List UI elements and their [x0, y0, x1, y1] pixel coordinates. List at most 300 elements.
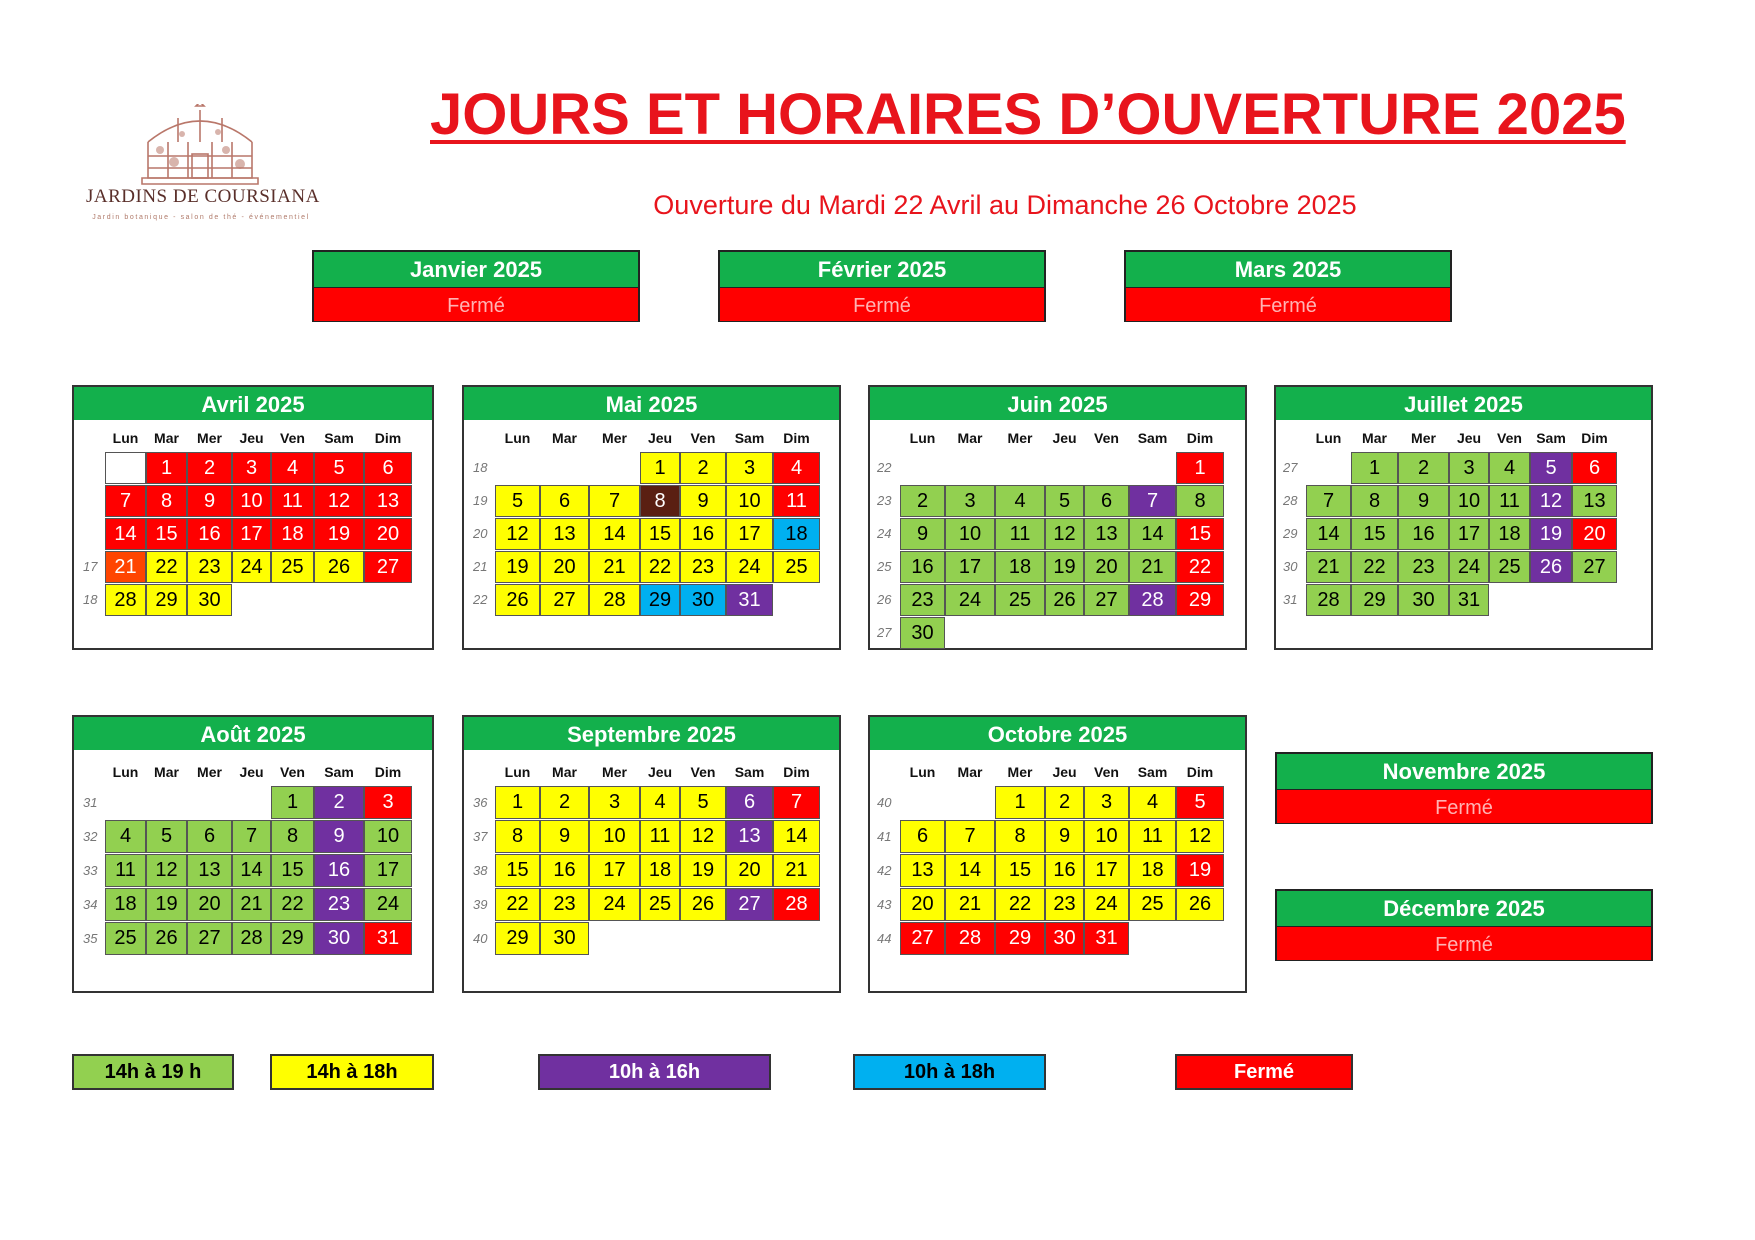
- day-cell: 13: [1084, 518, 1129, 550]
- day-name-jeu: Jeu: [647, 430, 673, 446]
- day-cell: 3: [1449, 452, 1489, 484]
- day-cell: 10: [945, 518, 995, 550]
- week-number: 21: [473, 559, 488, 574]
- legend-yellow: 14h à 18h: [270, 1054, 434, 1090]
- day-cell: 11: [640, 820, 680, 853]
- day-cell: 22: [146, 551, 187, 583]
- day-cell: 4: [773, 452, 820, 484]
- day-cell: 18: [995, 551, 1045, 583]
- day-cell: 21: [232, 888, 271, 921]
- day-cell: 22: [1351, 551, 1398, 583]
- day-cell: 7: [232, 820, 271, 853]
- day-cell: 9: [680, 485, 726, 517]
- day-cell: 14: [773, 820, 820, 853]
- day-cell: 15: [995, 854, 1045, 887]
- day-cell: 24: [1449, 551, 1489, 583]
- month-closed-janvier: [312, 250, 640, 322]
- month-title: Juillet 2025: [1276, 387, 1651, 420]
- day-cell: 10: [1449, 485, 1489, 517]
- day-cell: 26: [495, 584, 540, 616]
- week-number: 27: [1283, 460, 1298, 475]
- day-cell: 4: [640, 786, 680, 819]
- day-cell: 15: [271, 854, 314, 887]
- day-cell: 17: [1449, 518, 1489, 550]
- day-cell: 15: [146, 518, 187, 550]
- day-cell: 31: [1084, 922, 1129, 955]
- week-number: 27: [877, 625, 892, 640]
- day-cell: 1: [1351, 452, 1398, 484]
- day-name-sam: Sam: [1137, 430, 1168, 446]
- day-cell: 20: [1084, 551, 1129, 583]
- legend-green: 14h à 19 h: [72, 1054, 234, 1090]
- day-cell: 3: [726, 452, 773, 484]
- day-name-dim: Dim: [783, 764, 810, 780]
- day-cell: 12: [1530, 485, 1572, 517]
- day-cell: 14: [232, 854, 271, 887]
- week-number: 33: [83, 863, 98, 878]
- day-cell: 24: [945, 584, 995, 616]
- day-cell: 14: [589, 518, 640, 550]
- day-cell: 2: [540, 786, 589, 819]
- day-cell: 26: [314, 551, 364, 583]
- day-cell: 31: [364, 922, 412, 955]
- day-cell: 13: [540, 518, 589, 550]
- greenhouse-logo-icon: [138, 104, 262, 186]
- week-number: 44: [877, 931, 892, 946]
- day-cell: 18: [1489, 518, 1530, 550]
- day-cell: 17: [1084, 854, 1129, 887]
- week-number: 41: [877, 829, 892, 844]
- day-cell: 26: [1045, 584, 1084, 616]
- day-cell: 20: [900, 888, 945, 921]
- day-cell: 24: [232, 551, 271, 583]
- logo: [86, 104, 320, 234]
- month-title: Juin 2025: [870, 387, 1245, 420]
- day-cell: 2: [1398, 452, 1449, 484]
- week-number: 25: [877, 559, 892, 574]
- day-cell: 14: [1129, 518, 1176, 550]
- week-number: 29: [1283, 526, 1298, 541]
- week-number: 31: [83, 795, 98, 810]
- day-cell: 7: [589, 485, 640, 517]
- day-cell: 1: [640, 452, 680, 484]
- day-cell: 13: [364, 485, 412, 517]
- day-cell: 5: [1530, 452, 1572, 484]
- month-title: Janvier 2025: [314, 252, 638, 288]
- week-number: 35: [83, 931, 98, 946]
- week-number: 36: [473, 795, 488, 810]
- month-title: Avril 2025: [74, 387, 432, 420]
- day-cell: 30: [680, 584, 726, 616]
- day-cell: 7: [1129, 485, 1176, 517]
- week-number: 38: [473, 863, 488, 878]
- day-cell: 20: [187, 888, 232, 921]
- day-name-lun: Lun: [112, 764, 139, 780]
- day-name-mer: Mer: [602, 430, 627, 446]
- day-cell: 12: [146, 854, 187, 887]
- month-title: Février 2025: [720, 252, 1044, 288]
- month-closed-novembre: [1275, 752, 1653, 824]
- day-cell: 24: [1084, 888, 1129, 921]
- day-cell: 19: [495, 551, 540, 583]
- day-cell: 10: [364, 820, 412, 853]
- day-cell: 28: [1129, 584, 1176, 616]
- day-cell: 1: [495, 786, 540, 819]
- day-cell: 30: [540, 922, 589, 955]
- day-cell: 2: [187, 452, 232, 484]
- day-name-jeu: Jeu: [1456, 430, 1482, 446]
- day-cell: 17: [364, 854, 412, 887]
- day-cell: 8: [995, 820, 1045, 853]
- day-name-mar: Mar: [552, 430, 577, 446]
- day-cell: 25: [640, 888, 680, 921]
- month-status: Fermé: [720, 288, 1044, 321]
- day-cell: 21: [1306, 551, 1351, 583]
- legend-red: Fermé: [1175, 1054, 1353, 1090]
- day-cell: 28: [232, 922, 271, 955]
- day-cell: 21: [589, 551, 640, 583]
- day-cell: 18: [271, 518, 314, 550]
- day-cell: 12: [1045, 518, 1084, 550]
- day-cell: 27: [364, 551, 412, 583]
- day-cell: 25: [773, 551, 820, 583]
- day-cell: 11: [995, 518, 1045, 550]
- week-number: 30: [1283, 559, 1298, 574]
- day-name-lun: Lun: [504, 764, 531, 780]
- day-cell: 18: [773, 518, 820, 550]
- day-name-sam: Sam: [324, 764, 354, 780]
- day-name-mer: Mer: [197, 430, 222, 446]
- day-cell: 29: [640, 584, 680, 616]
- day-name-mar: Mar: [552, 764, 577, 780]
- month-closed-mars: [1124, 250, 1452, 322]
- day-cell: 1: [146, 452, 187, 484]
- page-subtitle: Ouverture du Mardi 22 Avril au Dimanche 26 Octobre 2025: [653, 190, 1357, 220]
- week-number: 18: [83, 592, 98, 607]
- day-cell: 13: [187, 854, 232, 887]
- day-cell: 15: [495, 854, 540, 887]
- day-cell: 17: [726, 518, 773, 550]
- day-cell: 11: [271, 485, 314, 517]
- day-cell: 23: [540, 888, 589, 921]
- day-cell: 5: [1045, 485, 1084, 517]
- month-title: Décembre 2025: [1277, 891, 1651, 927]
- day-cell: 24: [364, 888, 412, 921]
- day-cell: 16: [1398, 518, 1449, 550]
- day-cell: 10: [232, 485, 271, 517]
- day-name-dim: Dim: [1186, 430, 1214, 446]
- day-name-sam: Sam: [734, 430, 765, 446]
- day-cell: 3: [1084, 786, 1129, 819]
- day-cell: 7: [945, 820, 995, 853]
- day-cell: 14: [1306, 518, 1351, 550]
- day-cell: 9: [1045, 820, 1084, 853]
- day-cell: 19: [1045, 551, 1084, 583]
- logo-name: JARDINS DE COURSIANA: [86, 186, 320, 207]
- day-cell: 12: [495, 518, 540, 550]
- day-cell: 6: [187, 820, 232, 853]
- day-name-jeu: Jeu: [647, 764, 673, 780]
- day-cell: 29: [495, 922, 540, 955]
- day-cell: 7: [1306, 485, 1351, 517]
- week-number: 26: [877, 592, 892, 607]
- day-name-mar: Mar: [1362, 430, 1387, 446]
- day-name-mar: Mar: [154, 430, 179, 446]
- day-cell: 5: [680, 786, 726, 819]
- day-name-sam: Sam: [324, 430, 354, 446]
- week-number: 32: [83, 829, 98, 844]
- day-cell: 22: [495, 888, 540, 921]
- day-name-mer: Mer: [1007, 764, 1033, 780]
- day-name-sam: Sam: [1536, 430, 1566, 446]
- day-cell: 22: [995, 888, 1045, 921]
- day-cell: 10: [726, 485, 773, 517]
- day-name-dim: Dim: [1186, 764, 1214, 780]
- day-cell: 22: [640, 551, 680, 583]
- day-cell: 3: [589, 786, 640, 819]
- day-cell: 17: [589, 854, 640, 887]
- page-title: JOURS ET HORAIRES D’OUVERTURE 2025: [430, 82, 1626, 147]
- day-name-ven: Ven: [690, 430, 716, 446]
- day-cell: 19: [680, 854, 726, 887]
- day-cell: 29: [995, 922, 1045, 955]
- day-name-dim: Dim: [1581, 430, 1608, 446]
- day-cell: 29: [146, 584, 187, 616]
- day-name-sam: Sam: [1137, 764, 1168, 780]
- day-cell: 24: [726, 551, 773, 583]
- day-name-dim: Dim: [374, 764, 402, 780]
- day-name-ven: Ven: [280, 764, 305, 780]
- day-cell: 5: [495, 485, 540, 517]
- week-number: 37: [473, 829, 488, 844]
- day-cell: 4: [995, 485, 1045, 517]
- day-cell: 27: [1572, 551, 1617, 583]
- day-cell: 28: [589, 584, 640, 616]
- day-cell: 28: [1306, 584, 1351, 616]
- day-cell: 27: [187, 922, 232, 955]
- week-number: 24: [877, 526, 892, 541]
- day-cell: 10: [1084, 820, 1129, 853]
- day-cell: 5: [146, 820, 187, 853]
- day-name-ven: Ven: [1094, 430, 1119, 446]
- day-cell: 11: [1129, 820, 1176, 853]
- day-cell: 22: [271, 888, 314, 921]
- day-cell: 28: [105, 584, 146, 616]
- week-number: 42: [877, 863, 892, 878]
- day-cell: 20: [540, 551, 589, 583]
- day-cell: 27: [726, 888, 773, 921]
- day-cell: 3: [364, 786, 412, 819]
- day-cell: 21: [945, 888, 995, 921]
- day-cell: 15: [640, 518, 680, 550]
- day-cell: 5: [314, 452, 364, 484]
- day-cell: 8: [1176, 485, 1224, 517]
- month-title: Mai 2025: [464, 387, 839, 420]
- legend-blue: 10h à 18h: [853, 1054, 1046, 1090]
- day-cell: 21: [1129, 551, 1176, 583]
- day-cell: 4: [1489, 452, 1530, 484]
- day-name-mar: Mar: [154, 764, 179, 780]
- day-cell: 12: [1176, 820, 1224, 853]
- day-cell: 8: [146, 485, 187, 517]
- day-cell: 9: [314, 820, 364, 853]
- week-number: 22: [473, 592, 488, 607]
- legend-purple: 10h à 16h: [538, 1054, 771, 1090]
- day-cell: 16: [1045, 854, 1084, 887]
- day-cell: 1: [995, 786, 1045, 819]
- day-cell: 26: [1176, 888, 1224, 921]
- day-cell: 29: [271, 922, 314, 955]
- day-name-sam: Sam: [734, 764, 765, 780]
- day-cell: 11: [105, 854, 146, 887]
- day-cell: 8: [640, 485, 680, 517]
- month-closed-fevrier: [718, 250, 1046, 322]
- month-title: Août 2025: [74, 717, 432, 750]
- day-name-dim: Dim: [374, 430, 402, 446]
- day-name-ven: Ven: [1497, 430, 1522, 446]
- day-cell: 1: [1176, 452, 1224, 484]
- day-cell: 2: [1045, 786, 1084, 819]
- day-cell: 27: [1084, 584, 1129, 616]
- day-cell: 6: [1572, 452, 1617, 484]
- day-cell: 30: [187, 584, 232, 616]
- day-cell: 18: [1129, 854, 1176, 887]
- day-cell: 16: [314, 854, 364, 887]
- day-cell: 26: [1530, 551, 1572, 583]
- day-cell: 31: [1449, 584, 1489, 616]
- day-cell: 9: [900, 518, 945, 550]
- day-name-mer: Mer: [602, 764, 627, 780]
- day-cell: 23: [187, 551, 232, 583]
- day-cell: 2: [314, 786, 364, 819]
- day-cell: 10: [589, 820, 640, 853]
- week-number: 22: [877, 460, 892, 475]
- day-cell: 7: [105, 485, 146, 517]
- day-cell: 8: [1351, 485, 1398, 517]
- day-cell: 25: [995, 584, 1045, 616]
- day-name-mar: Mar: [957, 764, 983, 780]
- day-cell: 8: [495, 820, 540, 853]
- day-cell: 30: [314, 922, 364, 955]
- day-cell: 23: [680, 551, 726, 583]
- day-cell: 27: [540, 584, 589, 616]
- day-cell: 11: [773, 485, 820, 517]
- day-name-lun: Lun: [909, 764, 936, 780]
- day-cell: 11: [1489, 485, 1530, 517]
- day-cell: 16: [900, 551, 945, 583]
- day-cell: 6: [1084, 485, 1129, 517]
- day-cell: 9: [187, 485, 232, 517]
- day-cell: 4: [271, 452, 314, 484]
- day-cell: 23: [1398, 551, 1449, 583]
- day-name-lun: Lun: [909, 430, 936, 446]
- day-cell: 25: [1489, 551, 1530, 583]
- day-cell: 7: [773, 786, 820, 819]
- week-number: 19: [473, 493, 488, 508]
- day-name-dim: Dim: [783, 430, 810, 446]
- day-cell: 6: [364, 452, 412, 484]
- day-cell: 4: [1129, 786, 1176, 819]
- day-cell: 26: [146, 922, 187, 955]
- day-cell: 20: [364, 518, 412, 550]
- day-cell: 31: [726, 584, 773, 616]
- month-closed-decembre: [1275, 889, 1653, 961]
- day-name-jeu: Jeu: [239, 430, 264, 446]
- month-title: Novembre 2025: [1277, 754, 1651, 790]
- week-number: 43: [877, 897, 892, 912]
- day-cell: 6: [900, 820, 945, 853]
- day-cell: 25: [105, 922, 146, 955]
- week-number: 40: [473, 931, 488, 946]
- day-name-mer: Mer: [1411, 430, 1436, 446]
- day-name-mer: Mer: [1007, 430, 1033, 446]
- day-cell: 30: [900, 617, 945, 649]
- day-name-lun: Lun: [112, 430, 139, 446]
- logo-tagline: Jardin botanique - salon de thé - événementiel: [92, 214, 310, 221]
- day-cell: 19: [1530, 518, 1572, 550]
- day-cell: 14: [945, 854, 995, 887]
- day-cell: 5: [1176, 786, 1224, 819]
- day-cell: 27: [900, 922, 945, 955]
- day-cell: 16: [680, 518, 726, 550]
- week-number: 39: [473, 897, 488, 912]
- day-cell: 2: [900, 485, 945, 517]
- day-cell: 13: [1572, 485, 1617, 517]
- day-name-ven: Ven: [690, 764, 716, 780]
- day-cell: 12: [680, 820, 726, 853]
- month-title: Septembre 2025: [464, 717, 839, 750]
- day-name-mar: Mar: [957, 430, 983, 446]
- day-cell: 16: [540, 854, 589, 887]
- day-cell: 1: [271, 786, 314, 819]
- day-cell: 15: [1351, 518, 1398, 550]
- day-cell: 14: [105, 518, 146, 550]
- day-name-mer: Mer: [197, 764, 222, 780]
- day-cell: 26: [680, 888, 726, 921]
- day-name-lun: Lun: [1315, 430, 1342, 446]
- day-cell: 13: [726, 820, 773, 853]
- day-cell: 29: [1351, 584, 1398, 616]
- day-cell: 3: [232, 452, 271, 484]
- day-cell: 23: [1045, 888, 1084, 921]
- day-name-ven: Ven: [1094, 764, 1119, 780]
- month-status: Fermé: [314, 288, 638, 321]
- month-title: Octobre 2025: [870, 717, 1245, 750]
- day-cell: 30: [1045, 922, 1084, 955]
- day-name-jeu: Jeu: [1052, 764, 1077, 780]
- day-cell: 19: [146, 888, 187, 921]
- month-status: Fermé: [1277, 927, 1651, 960]
- day-cell: 22: [1176, 551, 1224, 583]
- day-cell: 6: [540, 485, 589, 517]
- day-cell: 29: [1176, 584, 1224, 616]
- month-status: Fermé: [1277, 790, 1651, 823]
- day-cell: 9: [540, 820, 589, 853]
- day-cell: 25: [271, 551, 314, 583]
- week-number: 40: [877, 795, 892, 810]
- day-cell: 4: [105, 820, 146, 853]
- day-cell: 12: [314, 485, 364, 517]
- month-status: Fermé: [1126, 288, 1450, 321]
- day-name-lun: Lun: [504, 430, 531, 446]
- day-cell: 21: [773, 854, 820, 887]
- day-cell: 19: [1176, 854, 1224, 887]
- week-number: 23: [877, 493, 892, 508]
- day-cell: 23: [314, 888, 364, 921]
- day-cell: 8: [271, 820, 314, 853]
- week-number: 31: [1283, 592, 1298, 607]
- day-cell: 20: [1572, 518, 1617, 550]
